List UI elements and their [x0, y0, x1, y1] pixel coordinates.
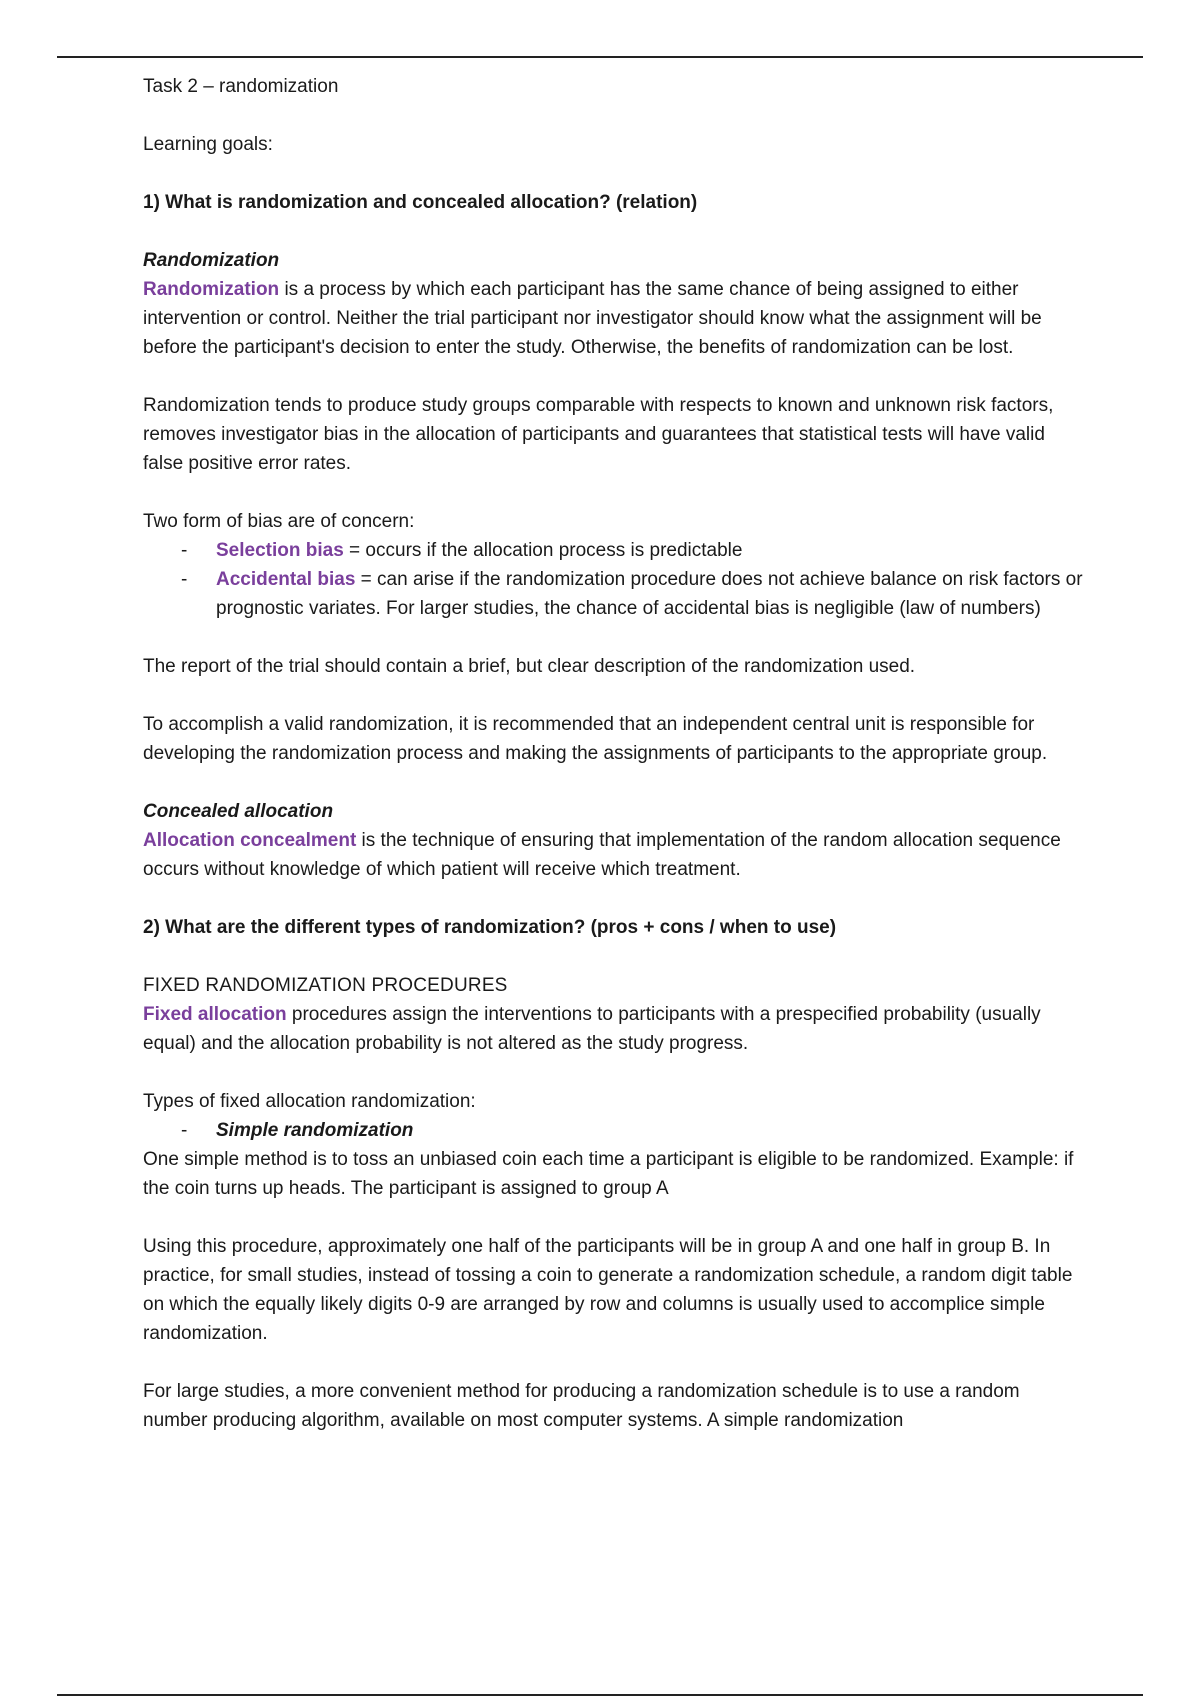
fixed-allocation-text: procedures assign the interventions to participants with a prespecified probability (usually equal) and the allocation probability is not altered as the study progress.: [143, 1004, 1041, 1054]
list-item: [143, 536, 1083, 565]
term-allocation-concealment: Allocation concealment: [143, 830, 357, 851]
document-title: Task 2 – randomization: [143, 76, 339, 97]
list-item: [143, 1116, 1083, 1145]
term-fixed-allocation: Fixed allocation: [143, 1004, 287, 1025]
simple-randomization-paragraph-1: One simple method is to toss an unbiased coin each time a participant is eligible to be randomized. Example: if the coin turns up heads. The participant is assigned to group A: [143, 1149, 1074, 1199]
randomization-paragraph-3: The report of the trial should contain a brief, but clear description of the randomization used.: [143, 656, 916, 677]
fixed-procedures-heading: FIXED RANDOMIZATION PROCEDURES: [143, 975, 508, 996]
fixed-allocation-paragraph: [143, 1000, 1083, 1058]
bias-list: [143, 536, 1083, 623]
question-1-heading: 1) What is randomization and concealed allocation? (relation): [143, 192, 698, 213]
concealed-allocation-paragraph: [143, 826, 1083, 884]
list-item: [143, 565, 1083, 623]
fixed-types-list: [143, 1116, 1083, 1145]
randomization-paragraph-1-text: is a process by which each participant has the same chance of being assigned to either intervention or control. Neither the trial participant nor investigator should know what the assignment will be before the participant's decision to enter the study. Otherwise, the benefits of randomization can be lost.: [143, 279, 1042, 358]
concealed-allocation-text: is the technique of ensuring that implementation of the random allocation sequence occurs without knowledge of which patient will receive which treatment.: [143, 830, 1061, 880]
learning-goals-label: Learning goals:: [143, 134, 273, 155]
fixed-types-label: Types of fixed allocation randomization:: [143, 1091, 476, 1112]
randomization-paragraph-4: To accomplish a valid randomization, it is recommended that an independent central unit is responsible for developing the randomization process and making the assignments of participants to the appropriate group.: [143, 714, 1048, 764]
selection-bias-text: = occurs if the allocation process is predictable: [343, 540, 743, 561]
bias-intro: Two form of bias are of concern:: [143, 511, 415, 532]
simple-randomization-paragraph-3: For large studies, a more convenient method for producing a randomization schedule is to use a random number producing algorithm, available on most computer systems. A simple randomization: [143, 1381, 1020, 1431]
accidental-bias-text: = can arise if the randomization procedure does not achieve balance on risk factors or prognostic variates. For larger studies, the chance of accidental bias is negligible (law of numbers): [216, 569, 1083, 619]
question-2-heading: 2) What are the different types of randomization? (pros + cons / when to use): [143, 917, 837, 938]
simple-randomization-paragraph-2: Using this procedure, approximately one half of the participants will be in group A and one half in group B. In practice, for small studies, instead of tossing a coin to generate a randomization schedule, a random digit table on which the equally likely digits 0-9 are arranged by row and columns is usually used to accomplice simple randomization.: [143, 1236, 1073, 1344]
term-randomization: Randomization: [143, 279, 280, 300]
top-rule: [57, 56, 1143, 58]
concealed-allocation-heading: Concealed allocation: [143, 801, 334, 822]
randomization-paragraph-2: Randomization tends to produce study groups comparable with respects to known and unknown risk factors, removes investigator bias in the allocation of participants and guarantees that statistical tests will have valid false positive error rates.: [143, 395, 1054, 474]
term-selection-bias: Selection bias: [216, 540, 344, 561]
randomization-heading: Randomization: [143, 250, 280, 271]
bullet-dash: -: [181, 1120, 188, 1141]
simple-randomization-label: Simple randomization: [216, 1120, 414, 1141]
bullet-dash: -: [181, 569, 188, 590]
bullet-dash: -: [181, 540, 188, 561]
term-accidental-bias: Accidental bias: [216, 569, 356, 590]
bottom-rule: [57, 1694, 1143, 1696]
randomization-paragraph-1: [143, 275, 1083, 362]
document-body: [143, 72, 1083, 1435]
